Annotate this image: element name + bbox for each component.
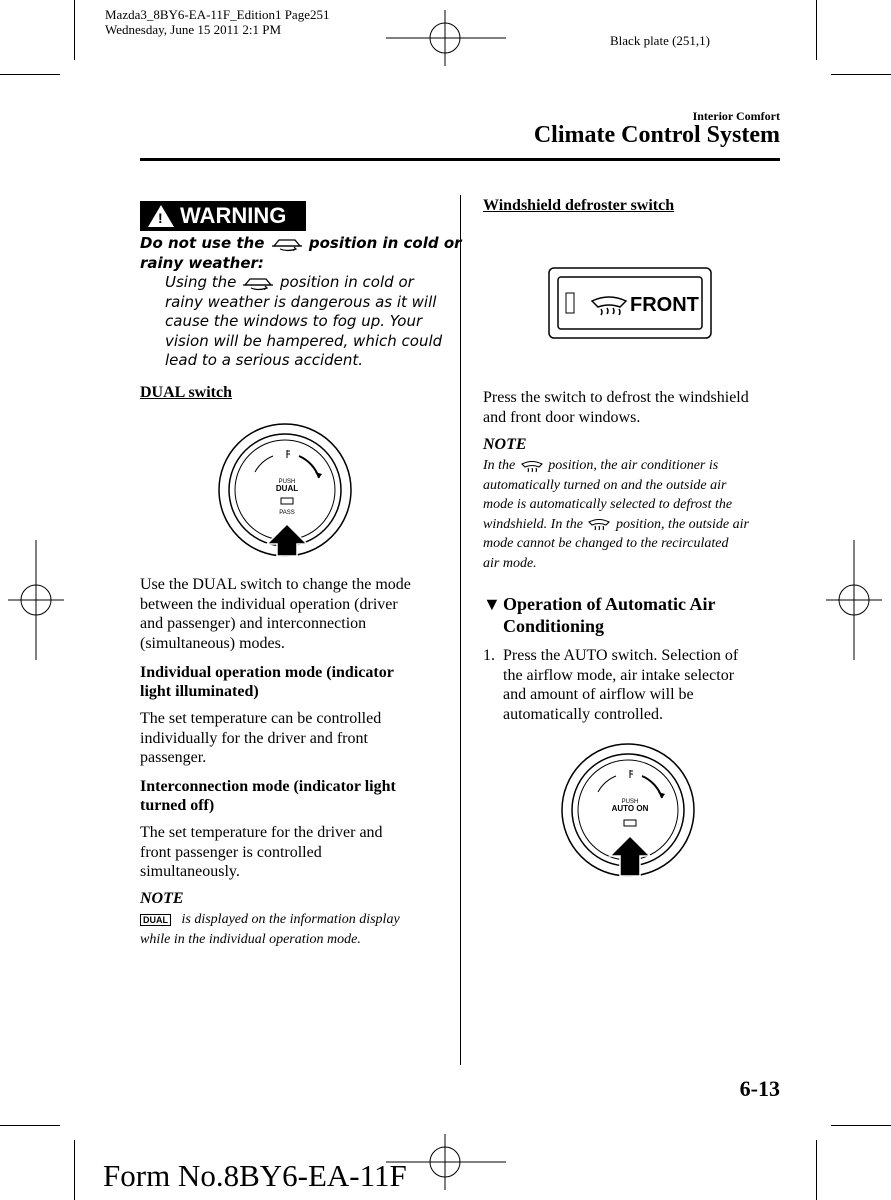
text-line: Press the AUTO switch. Selection of xyxy=(503,647,739,664)
defrost-icon xyxy=(586,517,612,531)
column-divider xyxy=(460,195,461,1065)
left-note-label: NOTE xyxy=(140,890,184,907)
dual-indicator-badge: DUAL xyxy=(140,914,171,926)
auto-knob-label: AUTO ON xyxy=(611,804,649,813)
crop-mark xyxy=(74,1140,75,1200)
dual-knob-push: PUSH xyxy=(278,479,296,485)
warning-body-pre: Using the xyxy=(165,273,237,291)
auto-operation-heading xyxy=(483,593,715,637)
text-fragment: position, the air conditioner is xyxy=(548,458,719,473)
text-fragment: windshield. In the xyxy=(483,516,583,532)
text-line: The set temperature for the driver and xyxy=(140,824,383,841)
text-line: simultaneously. xyxy=(140,863,240,880)
left-note-text xyxy=(140,910,400,949)
registration-mark-top-icon xyxy=(386,10,506,66)
text-line: The set temperature can be controlled xyxy=(140,710,382,727)
warning-body-line: rainy weather is dangerous as it will xyxy=(165,292,437,311)
text-line: Operation of Automatic Air xyxy=(503,594,716,614)
text-line: the airflow mode, air intake selector xyxy=(503,666,735,684)
crop-mark xyxy=(816,1140,817,1200)
crop-mark xyxy=(831,1125,891,1126)
individual-mode-paragraph xyxy=(140,709,381,768)
section-label: Interior Comfort xyxy=(692,109,780,123)
defroster-switch-illustration xyxy=(548,267,712,339)
dual-knob-sub: PASS xyxy=(279,510,295,516)
text-fragment: In the xyxy=(483,458,516,473)
text-line: mode cannot be changed to the recirculated xyxy=(483,536,729,551)
auto-step-1 xyxy=(483,646,738,724)
text-line: automatically turned on and the outside air xyxy=(483,477,727,493)
warning-heading xyxy=(140,234,462,273)
defroster-heading: Windshield defroster switch xyxy=(483,197,675,214)
text-line: turned off) xyxy=(140,797,215,814)
page-number: 6-13 xyxy=(739,1076,780,1101)
step-number: 1. xyxy=(483,647,495,664)
plate-label: Black plate (251,1) xyxy=(610,33,710,48)
warning-icon: ! xyxy=(148,205,174,227)
text-line: between the individual operation (driver xyxy=(140,595,398,613)
text-line: (simultaneous) modes. xyxy=(140,634,285,652)
text-line: and passenger) and interconnection xyxy=(140,615,367,632)
warning-body-post: position in cold or xyxy=(279,273,414,291)
text-line: and front door windows. xyxy=(483,408,641,426)
text-line: air mode. xyxy=(483,555,537,571)
file-info xyxy=(105,7,329,37)
text-line: Interconnection mode (indicator light xyxy=(140,778,396,795)
warning-body-line: vision will be hampered, which could xyxy=(165,331,443,350)
text-line: light illuminated) xyxy=(140,683,259,700)
registration-mark-right-icon xyxy=(826,540,882,660)
dual-paragraph xyxy=(140,575,411,653)
auto-switch-illustration xyxy=(558,740,698,880)
warning-heading-pre: Do not use the xyxy=(140,234,265,252)
defroster-button-label: FRONT xyxy=(630,294,699,316)
recirculate-air-icon xyxy=(241,275,275,291)
left-note-line1: is displayed on the information display xyxy=(181,912,400,927)
text-line: automatically controlled. xyxy=(503,705,663,723)
crop-mark xyxy=(816,0,817,60)
date-line: Wednesday, June 15 2011 2:1 PM xyxy=(105,22,282,37)
text-line: Individual operation mode (indicator xyxy=(140,664,394,681)
dual-switch-illustration xyxy=(215,420,355,560)
file-line: Mazda3_8BY6-EA-11F_Edition1 Page251 xyxy=(105,7,330,22)
dual-switch-heading: DUAL switch xyxy=(140,384,233,401)
left-note-line2: while in the individual operation mode. xyxy=(140,931,361,947)
interconnection-mode-heading xyxy=(140,777,396,815)
form-number: Form No.8BY6-EA-11F xyxy=(103,1158,407,1193)
text-fragment: position, the outside air xyxy=(615,516,749,532)
text-line: front passenger is controlled xyxy=(140,843,322,861)
title-rule xyxy=(140,158,780,161)
registration-mark-left-icon xyxy=(8,540,64,660)
crop-mark xyxy=(831,74,891,75)
text-line: Conditioning xyxy=(503,616,605,636)
defroster-paragraph xyxy=(483,388,749,427)
crop-mark xyxy=(74,0,75,60)
warning-body xyxy=(165,273,442,371)
warning-body-line: cause the windows to fog up. Your xyxy=(165,312,423,330)
warning-label: WARNING xyxy=(180,203,287,228)
recirculate-air-icon xyxy=(270,236,304,252)
dual-knob-label: DUAL xyxy=(275,484,299,493)
text-line: Use the DUAL switch to change the mode xyxy=(140,576,411,593)
warning-body-line: lead to a serious accident. xyxy=(165,351,364,369)
triangle-down-icon: ▼ xyxy=(483,594,501,614)
right-note-text xyxy=(483,456,749,573)
warning-heading-post: position in cold or xyxy=(308,234,462,252)
text-line: and amount of airflow will be xyxy=(503,686,694,703)
auto-knob-push: PUSH xyxy=(621,799,639,805)
text-line: Press the switch to defrost the windshield xyxy=(483,389,749,406)
crop-mark xyxy=(0,1125,60,1126)
text-line: mode is automatically selected to defrost the xyxy=(483,497,733,512)
crop-mark xyxy=(0,74,60,75)
interconnection-mode-paragraph xyxy=(140,823,383,882)
warning-box xyxy=(140,201,306,231)
text-line: passenger. xyxy=(140,749,207,766)
warning-heading-line2: rainy weather: xyxy=(140,253,264,272)
right-note-label: NOTE xyxy=(483,436,527,453)
individual-mode-heading xyxy=(140,663,394,701)
page-title: Climate Control System xyxy=(533,122,780,148)
defrost-icon xyxy=(519,459,545,473)
text-line: individually for the driver and front xyxy=(140,729,368,747)
